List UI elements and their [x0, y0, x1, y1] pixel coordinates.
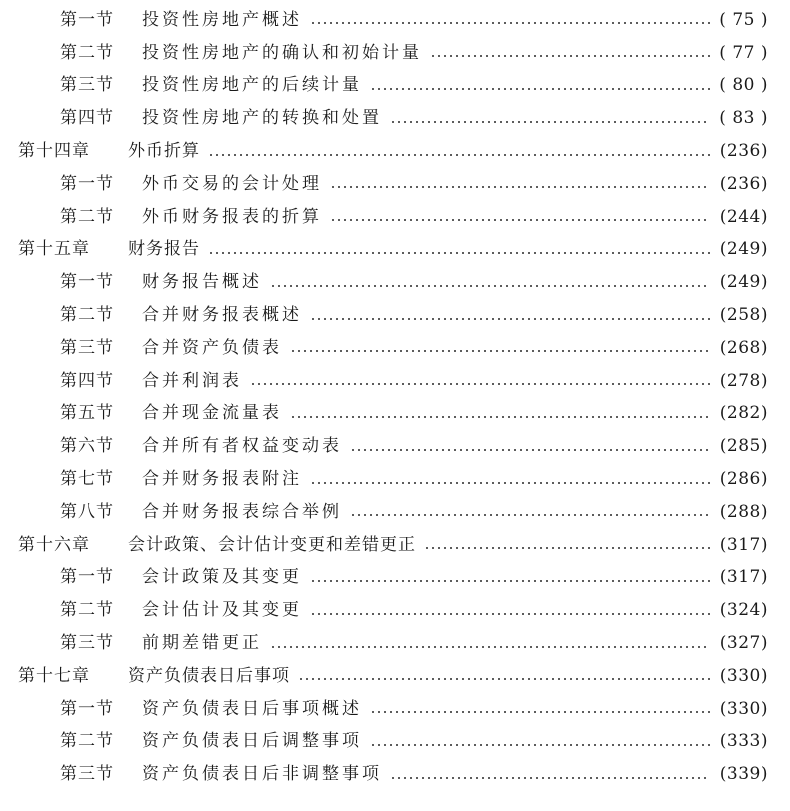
page-number: (330) — [719, 665, 768, 686]
dot-leader — [290, 350, 710, 352]
section-title: 外币交易的会计处理 — [142, 173, 322, 194]
section-number: 第三节 — [60, 764, 114, 785]
dot-leader — [390, 121, 710, 123]
toc-chapter-row[interactable] — [0, 234, 790, 267]
section-number: 第三节 — [60, 633, 114, 654]
section-title: 合并利润表 — [142, 370, 242, 391]
section-number: 第六节 — [60, 436, 114, 457]
section-title: 合并现金流量表 — [142, 403, 282, 424]
section-number: 第三节 — [60, 75, 114, 96]
section-number: 第二节 — [60, 206, 114, 227]
section-title: 投资性房地产的转换和处置 — [142, 108, 382, 129]
dot-leader — [370, 88, 710, 90]
page-number: (278) — [719, 370, 768, 391]
page-number: (330) — [719, 698, 768, 719]
toc-section-row[interactable] — [0, 4, 790, 37]
page-number: ( 75 ) — [719, 9, 768, 30]
toc-section-row[interactable] — [0, 463, 790, 496]
dot-leader — [424, 547, 710, 549]
dot-leader — [208, 154, 710, 156]
section-number: 第五节 — [60, 403, 114, 424]
page-number: (249) — [719, 272, 768, 293]
section-number: 第二节 — [60, 305, 114, 326]
page-number: ( 83 ) — [719, 108, 768, 129]
section-title: 资产负债表日后事项概述 — [142, 698, 362, 719]
page-number: (333) — [719, 731, 768, 752]
toc-section-row[interactable] — [0, 365, 790, 398]
toc-section-row[interactable] — [0, 562, 790, 595]
section-number: 第四节 — [60, 370, 114, 391]
section-title: 投资性房地产的确认和初始计量 — [142, 42, 422, 63]
dot-leader — [330, 219, 710, 221]
page-number: (236) — [719, 173, 768, 194]
toc-section-row[interactable] — [0, 594, 790, 627]
page-number: (324) — [719, 600, 768, 621]
page-number: (249) — [719, 239, 768, 260]
dot-leader — [298, 678, 710, 680]
chapter-title: 资产负债表日后事项 — [128, 665, 290, 686]
toc-section-row[interactable] — [0, 726, 790, 759]
chapter-number: 第十七章 — [18, 665, 90, 686]
section-number: 第一节 — [60, 9, 114, 30]
page-number: (268) — [719, 337, 768, 358]
chapter-number: 第十五章 — [18, 239, 90, 260]
page-number: ( 77 ) — [719, 42, 768, 63]
toc-section-row[interactable] — [0, 168, 790, 201]
dot-leader — [310, 482, 710, 484]
page-number: (317) — [719, 534, 768, 555]
dot-leader — [310, 22, 710, 24]
toc-chapter-row[interactable] — [0, 135, 790, 168]
section-title: 合并财务报表概述 — [142, 305, 302, 326]
page-number: (339) — [719, 764, 768, 785]
section-title: 合并财务报表附注 — [142, 469, 302, 490]
page-number: (327) — [719, 633, 768, 654]
section-title: 合并财务报表综合举例 — [142, 501, 342, 522]
page-number: (286) — [719, 469, 768, 490]
toc-section-row[interactable] — [0, 102, 790, 135]
toc-section-row[interactable] — [0, 758, 790, 791]
section-number: 第二节 — [60, 731, 114, 752]
toc-section-row[interactable] — [0, 332, 790, 365]
dot-leader — [350, 514, 710, 516]
chapter-number: 第十四章 — [18, 141, 90, 162]
section-title: 前期差错更正 — [142, 633, 262, 654]
toc-chapter-row[interactable] — [0, 660, 790, 693]
section-title: 合并资产负债表 — [142, 337, 282, 358]
toc-section-row[interactable] — [0, 266, 790, 299]
page-number: (236) — [719, 141, 768, 162]
chapter-title: 外币折算 — [128, 141, 200, 162]
dot-leader — [290, 416, 710, 418]
section-title: 合并所有者权益变动表 — [142, 436, 342, 457]
toc-section-row[interactable] — [0, 398, 790, 431]
section-title: 外币财务报表的折算 — [142, 206, 322, 227]
section-title: 资产负债表日后调整事项 — [142, 731, 362, 752]
page-number: (317) — [719, 567, 768, 588]
dot-leader — [370, 744, 710, 746]
toc-section-row[interactable] — [0, 37, 790, 70]
section-title: 投资性房地产的后续计量 — [142, 75, 362, 96]
toc-section-row[interactable] — [0, 201, 790, 234]
chapter-title: 财务报告 — [128, 239, 200, 260]
page-number: (258) — [719, 305, 768, 326]
dot-leader — [330, 186, 710, 188]
page-number: (282) — [719, 403, 768, 424]
dot-leader — [250, 383, 710, 385]
toc-section-row[interactable] — [0, 693, 790, 726]
section-title: 财务报告概述 — [142, 272, 262, 293]
toc-section-row[interactable] — [0, 70, 790, 103]
section-number: 第八节 — [60, 501, 114, 522]
dot-leader — [430, 55, 710, 57]
dot-leader — [270, 646, 710, 648]
section-number: 第一节 — [60, 272, 114, 293]
section-number: 第一节 — [60, 173, 114, 194]
toc-section-row[interactable] — [0, 299, 790, 332]
section-number: 第七节 — [60, 469, 114, 490]
section-number: 第二节 — [60, 600, 114, 621]
toc-chapter-row[interactable] — [0, 529, 790, 562]
page-number: ( 80 ) — [719, 75, 768, 96]
section-number: 第一节 — [60, 698, 114, 719]
section-number: 第三节 — [60, 337, 114, 358]
dot-leader — [310, 613, 710, 615]
page-number: (244) — [719, 206, 768, 227]
dot-leader — [390, 777, 710, 779]
section-title: 资产负债表日后非调整事项 — [142, 764, 382, 785]
page-number: (285) — [719, 436, 768, 457]
section-title: 会计政策及其变更 — [142, 567, 302, 588]
dot-leader — [370, 711, 710, 713]
section-title: 会计估计及其变更 — [142, 600, 302, 621]
toc-section-row[interactable] — [0, 496, 790, 529]
dot-leader — [350, 449, 710, 451]
toc-section-row[interactable] — [0, 627, 790, 660]
chapter-number: 第十六章 — [18, 534, 90, 555]
section-number: 第一节 — [60, 567, 114, 588]
section-number: 第四节 — [60, 108, 114, 129]
section-title: 投资性房地产概述 — [142, 9, 302, 30]
dot-leader — [270, 285, 710, 287]
dot-leader — [310, 318, 710, 320]
section-number: 第二节 — [60, 42, 114, 63]
page-number: (288) — [719, 501, 768, 522]
dot-leader — [310, 580, 710, 582]
toc-section-row[interactable] — [0, 430, 790, 463]
chapter-title: 会计政策、会计估计变更和差错更正 — [128, 534, 416, 555]
dot-leader — [208, 252, 710, 254]
